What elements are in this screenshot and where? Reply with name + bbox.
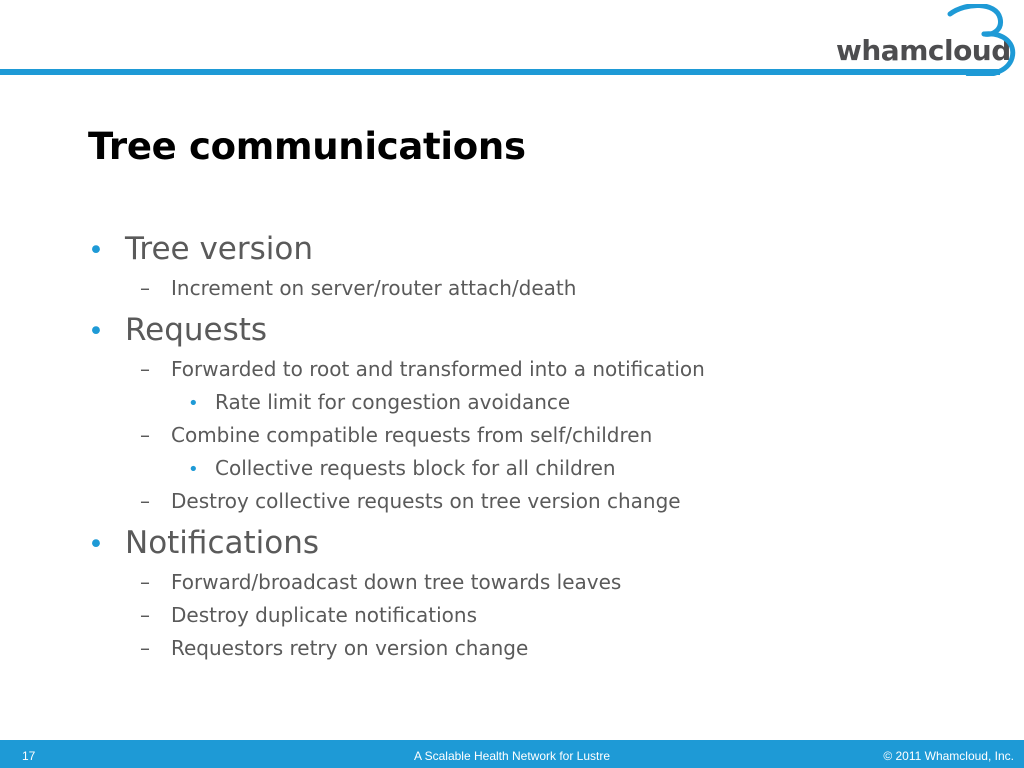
sub-bullet-text: Forward/broadcast down tree towards leaves bbox=[171, 570, 622, 594]
list-item bbox=[88, 525, 319, 563]
list-item bbox=[140, 423, 652, 447]
bullet-text: Requests bbox=[125, 312, 268, 348]
footer-bar bbox=[0, 740, 1024, 768]
presentation-title: A Scalable Health Network for Lustre bbox=[413, 749, 611, 763]
list-item bbox=[140, 489, 681, 513]
dash-icon: – bbox=[140, 276, 150, 300]
dash-icon: – bbox=[140, 603, 150, 627]
sub-bullet-text: Increment on server/router attach/death bbox=[171, 276, 577, 300]
logo-wordmark: whamcloud bbox=[836, 34, 1011, 67]
bullet-icon: • bbox=[88, 529, 104, 560]
sub-sub-bullet-text: Rate limit for congestion avoidance bbox=[215, 390, 571, 414]
slide-title: Tree communications bbox=[88, 125, 526, 168]
dash-icon: – bbox=[140, 570, 150, 594]
sub-bullet-text: Destroy collective requests on tree version change bbox=[171, 489, 681, 513]
sub-bullet-text: Requestors retry on version change bbox=[171, 636, 529, 660]
dash-icon: – bbox=[140, 357, 150, 381]
list-item bbox=[140, 603, 477, 627]
list-item bbox=[140, 276, 576, 300]
whamcloud-logo bbox=[830, 4, 1024, 76]
bullet-icon: • bbox=[88, 316, 104, 347]
dash-icon: – bbox=[140, 423, 150, 447]
dash-icon: – bbox=[140, 489, 150, 513]
bullet-icon: • bbox=[188, 393, 199, 414]
list-item bbox=[88, 312, 267, 350]
sub-bullet-text: Destroy duplicate notifications bbox=[171, 603, 478, 627]
copyright-notice: © 2011 Whamcloud, Inc. bbox=[883, 749, 1014, 763]
list-item bbox=[140, 636, 528, 660]
dash-icon: – bbox=[140, 636, 150, 660]
page-number: 17 bbox=[22, 749, 36, 763]
bullet-icon: • bbox=[88, 235, 104, 266]
list-item bbox=[188, 456, 616, 482]
list-item bbox=[140, 570, 621, 594]
list-item bbox=[188, 390, 570, 416]
sub-bullet-text: Combine compatible requests from self/children bbox=[171, 423, 653, 447]
cloud-swirl-icon bbox=[944, 4, 1024, 76]
list-item bbox=[88, 231, 313, 269]
bullet-text: Notifications bbox=[125, 525, 320, 561]
sub-bullet-text: Forwarded to root and transformed into a notification bbox=[171, 357, 705, 381]
bullet-icon: • bbox=[188, 459, 199, 480]
sub-sub-bullet-text: Collective requests block for all children bbox=[215, 456, 616, 480]
list-item bbox=[140, 357, 705, 381]
bullet-text: Tree version bbox=[125, 231, 313, 267]
header-rule bbox=[0, 69, 1000, 75]
